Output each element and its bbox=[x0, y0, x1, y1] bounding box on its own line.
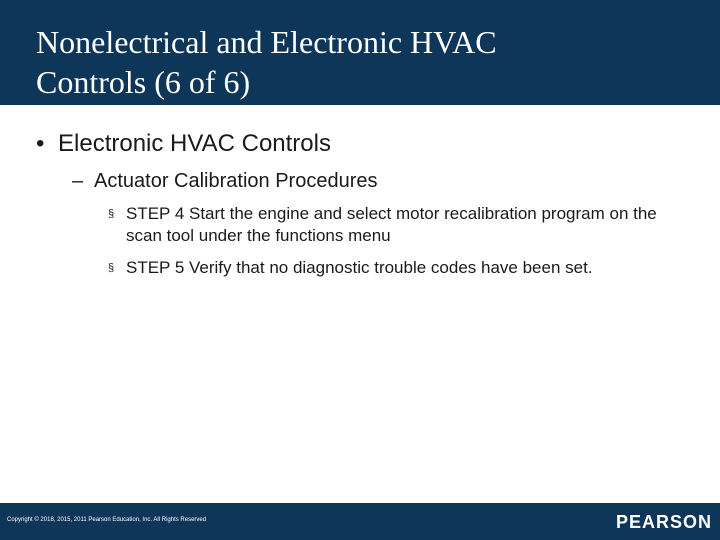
square-bullet-icon: § bbox=[108, 262, 115, 274]
slide-title bbox=[36, 22, 696, 102]
copyright-notice: Copyright © 2018, 2015, 2011 Pearson Education, Inc. All Rights Reserved bbox=[7, 517, 207, 523]
bullet-marker: • bbox=[36, 130, 45, 157]
pearson-logo: PEARSON bbox=[615, 512, 712, 532]
bullet-level2-text: Actuator Calibration Procedures bbox=[94, 170, 378, 192]
slide-title-line1: Nonelectrical and Electronic HVAC bbox=[36, 24, 497, 60]
title-bar bbox=[0, 0, 720, 107]
slide-title-line2: Controls (6 of 6) bbox=[36, 64, 251, 100]
bullet-level1-text: Electronic HVAC Controls bbox=[58, 130, 331, 157]
square-bullet-icon: § bbox=[108, 208, 115, 220]
footer-bar bbox=[0, 503, 720, 540]
bullet-level3-text: STEP 4 Start the engine and select motor recalibration program on the scan tool under the functions menu bbox=[126, 204, 657, 245]
bullet-level3-text: STEP 5 Verify that no diagnostic trouble codes have been set. bbox=[126, 258, 593, 277]
dash-marker: – bbox=[72, 170, 84, 192]
